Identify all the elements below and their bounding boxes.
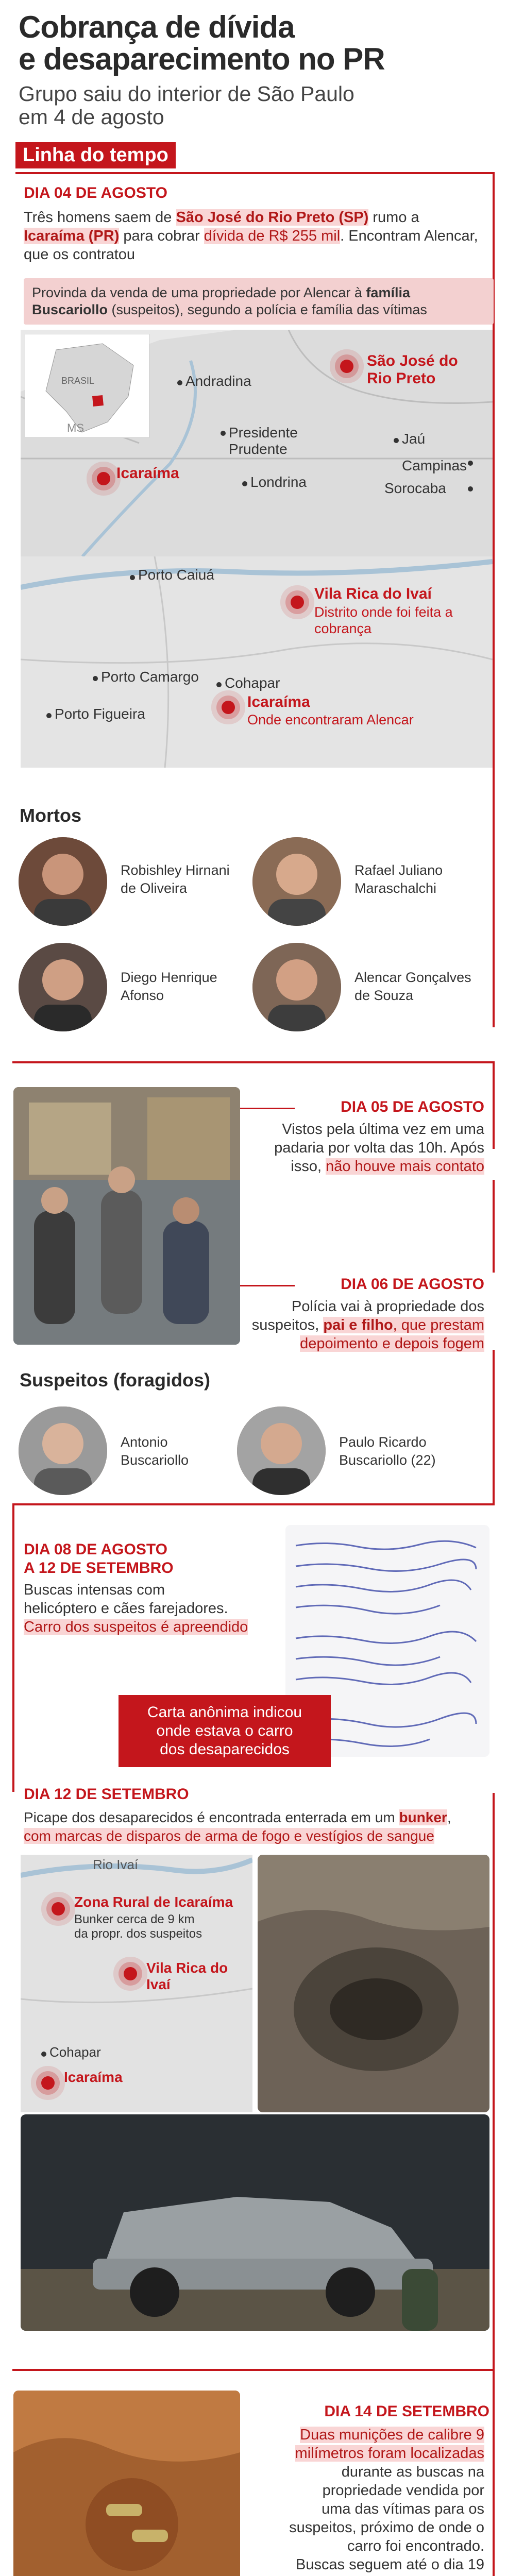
face-icon: [252, 837, 341, 926]
city-porto-camargo: Porto Camargo: [101, 669, 199, 685]
photo-bakery-cctv: [13, 1087, 240, 1345]
victim-4-name: [354, 969, 471, 1005]
photo-pickup-truck: [21, 2114, 489, 2331]
aug06-line2: [247, 1316, 484, 1334]
title-line-2: e desaparecimento no PR: [19, 42, 385, 76]
aug06-line2-hl: , que prestam: [393, 1317, 484, 1333]
map-zona-rural: Zona Rural de Icaraíma: [74, 1894, 233, 1910]
city-jau: Jaú: [402, 431, 426, 447]
sep14-line5: uma das vítimas para os: [322, 2501, 484, 2517]
aug05-text: [247, 1120, 484, 1176]
sep12-line2-hl: com marcas de disparos de arma de fogo e vestígios de sangue: [24, 1828, 434, 1844]
icaraima-desc: Onde encontraram Alencar: [247, 712, 414, 727]
map-icaraima-2: Icaraíma: [64, 2069, 123, 2085]
dot-campinas: [468, 461, 473, 466]
aug05-line1: Vistos pela última vez em uma: [282, 1121, 484, 1138]
photo-bunker: [258, 1855, 489, 2112]
dot-sorocaba: [468, 486, 473, 492]
map-regional: [21, 330, 493, 556]
city-sao-jose-do-rio-preto: São José do Rio Preto: [367, 352, 458, 387]
aug04-p2: rumo a: [368, 209, 419, 226]
aug04-p4: . Encontram Alencar, que os contratou: [24, 228, 478, 263]
state-ms-label: MS: [67, 421, 84, 434]
sep14-line7: carro foi encontrado.: [347, 2538, 484, 2554]
aug08-date-line1: DIA 08 DE AGOSTO: [24, 1541, 167, 1558]
ammo-photo-svg: [13, 2391, 240, 2576]
section-mortos: Mortos: [20, 805, 81, 826]
aug04-debt: dívida de R$ 255 mil: [204, 228, 341, 244]
photo-bakery-svg: [13, 1087, 240, 1345]
victim-4-line1: Alencar Gonçalves: [354, 970, 471, 985]
dot-jau: [394, 438, 399, 443]
map-local: [21, 556, 493, 768]
aug04-dest: Icaraíma (PR): [24, 228, 120, 244]
suspect-2-name: [339, 1433, 436, 1469]
aug06-text: [247, 1297, 484, 1353]
aug06-line2-plain: suspeitos,: [251, 1317, 324, 1333]
marker-icaraima-2: [41, 2076, 55, 2090]
connector-2: [12, 1061, 495, 1063]
aug06-line3: [247, 1334, 484, 1353]
sep12-line1-plain: Picape dos desaparecidos é encontrada enterrada em um: [24, 1809, 399, 1825]
avatar-suspect-1: [19, 1406, 107, 1495]
brazil-inset: [25, 334, 149, 438]
city-porto-figueira: Porto Figueira: [55, 706, 145, 722]
aug05-line3-hl: não houve mais contato: [326, 1158, 484, 1175]
victim-1-name: [121, 861, 230, 897]
sep12-text: [24, 1808, 493, 1845]
subtitle-line-2: em 4 de agosto: [19, 105, 164, 129]
suspect-1-line2: Buscariollo: [121, 1452, 189, 1468]
sep14-line8: Buscas seguem até o dia 19: [296, 2556, 484, 2573]
aug04-box-p2: (suspeitos), segundo a polícia e família das vítimas: [108, 302, 427, 317]
aug08-line3-hl: Carro dos suspeitos é apreendido: [24, 1619, 248, 1635]
dot-cohapar-2: [41, 2052, 46, 2057]
timeline-top-line: [15, 172, 495, 174]
marker-sao-jose-do-rio-preto: [340, 360, 353, 373]
victim-1-line2: de Oliveira: [121, 880, 188, 896]
connector-6-right: [493, 1793, 495, 2370]
date-aug-06: DIA 06 DE AGOSTO: [341, 1276, 484, 1293]
connector-3-right: [493, 1180, 495, 1273]
city-cohapar: Cohapar: [225, 675, 280, 691]
map-bunker-desc-1: Bunker cerca de 9 km: [74, 1912, 195, 1926]
suspect-1-name: [121, 1433, 189, 1469]
note-line2: onde estava o carro: [156, 1722, 293, 1739]
note-line1: Carta anônima indicou: [147, 1704, 302, 1721]
suspect-2-line2: Buscariollo (22): [339, 1452, 436, 1468]
marker-icaraima: [97, 472, 110, 485]
bunker-photo-svg: [258, 1855, 489, 2112]
victim-2-line1: Rafael Juliano: [354, 862, 443, 878]
sep14-text: [247, 2426, 484, 2574]
date-aug-08: [24, 1540, 174, 1578]
city-campinas: Campinas: [402, 457, 467, 473]
pickup-photo-svg: [21, 2114, 489, 2331]
aug05-line3-plain: isso,: [291, 1158, 326, 1175]
aug04-origin: São José do Rio Preto (SP): [176, 209, 369, 226]
avatar-victim-1: [19, 837, 107, 926]
photo-ammunition: [13, 2391, 240, 2576]
face-icon: [19, 943, 107, 1031]
connector-2-right: [493, 1061, 495, 1149]
aug06-line1: Polícia vai à propriedade dos: [291, 1298, 484, 1315]
victim-3-line1: Diego Henrique: [121, 970, 217, 985]
suspect-1-line1: Antonio: [121, 1434, 168, 1450]
date-sep-12: DIA 12 DE SETEMBRO: [24, 1786, 189, 1803]
city-icaraima: Icaraíma: [116, 465, 179, 482]
connector-5-left: [12, 1503, 14, 1792]
suspect-2-line1: Paulo Ricardo: [339, 1434, 427, 1450]
note-line3: dos desaparecidos: [160, 1741, 290, 1758]
victim-1-line1: Robishley Hirnani: [121, 862, 230, 878]
avatar-victim-3: [19, 943, 107, 1031]
connector-6: [12, 2369, 495, 2371]
date-aug-04: DIA 04 DE AGOSTO: [24, 184, 167, 201]
victim-4-line2: de Souza: [354, 988, 414, 1003]
aug05-line2: padaria por volta das 10h. Após: [274, 1140, 484, 1156]
connector-4: [12, 1503, 495, 1505]
page-title: [19, 11, 385, 75]
map-bunker: [21, 1855, 252, 2112]
city-icaraima-local: Icaraíma: [247, 693, 310, 710]
dot-presidente-prudente: [221, 431, 226, 436]
city-presidente-prudente: Presidente Prudente: [229, 425, 298, 457]
sep12-line1-end: ,: [447, 1809, 451, 1825]
city-andradina: Andradina: [185, 373, 251, 389]
timeline-tag: Linha do tempo: [15, 142, 176, 168]
avatar-victim-2: [252, 837, 341, 926]
dot-londrina: [242, 481, 247, 486]
sep14-line6: suspeitos, próximo de onde o: [289, 2519, 484, 2536]
aug08-line2: helicóptero e cães farejadores.: [24, 1600, 228, 1617]
map-rio-ivai: Rio Ivaí: [93, 1857, 139, 1872]
face-icon: [19, 1406, 107, 1495]
victim-3-line2: Afonso: [121, 988, 164, 1003]
marker-icaraima-local: [222, 701, 235, 714]
aug04-p3: para cobrar: [119, 228, 204, 244]
aug04-text: [24, 208, 482, 264]
brazil-label: BRASIL: [61, 376, 95, 386]
dot-cohapar: [216, 682, 222, 687]
aug08-text: [24, 1581, 281, 1636]
city-porto-caiua: Porto Caiuá: [138, 567, 214, 583]
aug06-line2-bold: pai e filho: [323, 1317, 393, 1333]
map-bunker-desc-2: da propr. dos suspeitos: [74, 1927, 202, 1941]
face-icon: [252, 943, 341, 1031]
connector-7-right: [493, 2371, 495, 2576]
aug06-pointer: [240, 1285, 295, 1286]
aug04-box-bold: família Buscariollo: [32, 285, 410, 317]
connector-4-right: [493, 1350, 495, 1504]
marker-vila-rica: [291, 596, 304, 609]
aug04-p1: Três homens saem de: [24, 209, 176, 226]
aug05-line3: [247, 1157, 484, 1176]
dot-porto-camargo: [93, 676, 98, 681]
vila-rica-desc: Distrito onde foi feita a cobrança: [314, 604, 453, 636]
aug05-pointer: [240, 1108, 295, 1109]
marker-vila-rica-2: [124, 1967, 137, 1980]
city-vila-rica: Vila Rica do Ivaí: [314, 585, 432, 602]
date-aug-05: DIA 05 DE AGOSTO: [341, 1098, 484, 1115]
map-cohapar-2: Cohapar: [49, 2044, 101, 2060]
aug08-date-line2: A 12 DE SETEMBRO: [24, 1560, 174, 1577]
date-sep-14: DIA 14 DE SETEMBRO: [324, 2403, 489, 2420]
title-line-1: Cobrança de dívida: [19, 10, 295, 44]
sep12-line1-bold: bunker: [399, 1809, 447, 1825]
page-subtitle: [19, 82, 354, 129]
marker-zona-rural: [52, 1902, 65, 1916]
avatar-suspect-2: [237, 1406, 326, 1495]
section-suspeitos: Suspeitos (foragidos): [20, 1369, 211, 1391]
aug04-note-box: [24, 278, 494, 325]
sep14-hl2: milímetros foram localizadas: [295, 2445, 484, 2462]
victim-2-name: [354, 861, 443, 897]
aug06-line3-hl: depoimento e depois fogem: [300, 1335, 484, 1352]
city-sorocaba: Sorocaba: [384, 480, 446, 496]
map-vila-rica-2: Vila Rica do Ivaí: [146, 1960, 228, 1992]
aug04-box-p1: Provinda da venda de uma propriedade por Alencar à: [32, 285, 366, 300]
map-bunker-desc: [74, 1912, 202, 1941]
avatar-victim-4: [252, 943, 341, 1031]
sep14-line4: propriedade vendida por: [322, 2482, 484, 2499]
victim-3-name: [121, 969, 217, 1005]
subtitle-line-1: Grupo saiu do interior de São Paulo: [19, 82, 354, 106]
city-londrina: Londrina: [250, 474, 307, 490]
dot-porto-caiua: [130, 575, 135, 580]
sep14-hl1: Duas munições de calibre 9: [300, 2427, 484, 2443]
anonymous-letter-note: [119, 1695, 331, 1767]
face-icon: [19, 837, 107, 926]
victim-2-line2: Maraschalchi: [354, 880, 437, 896]
aug08-line1: Buscas intensas com: [24, 1582, 165, 1598]
sep14-line3: durante as buscas na: [341, 2464, 484, 2480]
dot-porto-figueira: [46, 713, 52, 718]
face-icon: [237, 1406, 326, 1495]
dot-andradina: [177, 380, 182, 385]
